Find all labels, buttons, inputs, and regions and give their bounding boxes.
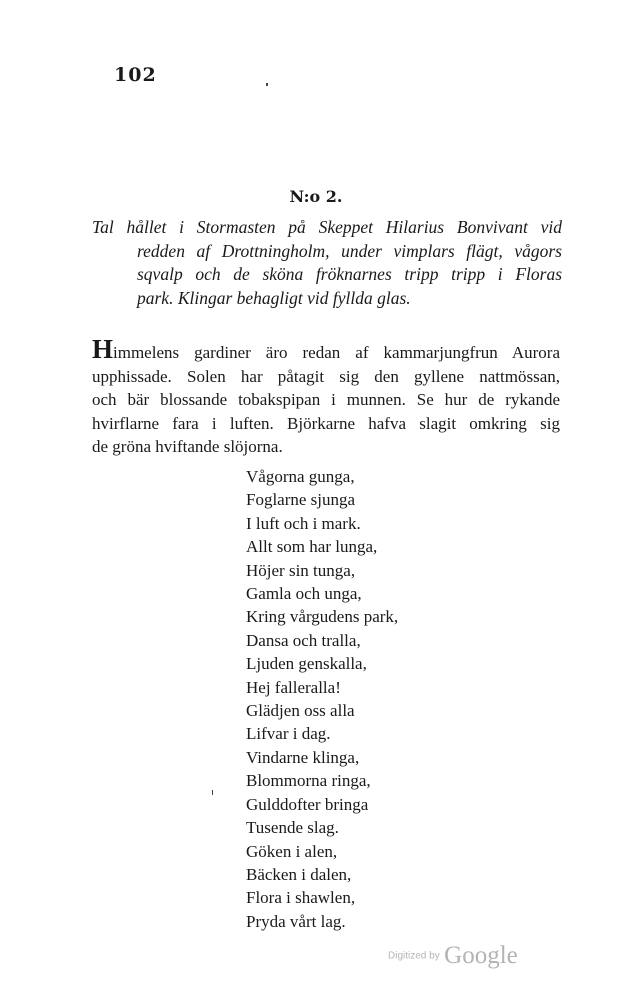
prose-line: och bär blossande tobakspipan i munnen. Se hur de rykande — [92, 390, 560, 410]
poem-verse: Blommorna ringa, — [246, 771, 371, 791]
poem-verse: Gamla och unga, — [246, 584, 362, 604]
poem-verse: Göken i alen, — [246, 841, 338, 861]
google-logo: Google — [444, 942, 518, 969]
heading-line: Tal hållet i Stormasten på Skeppet Hilarius Bonvivant vid — [92, 217, 562, 237]
poem-verse: Dansa och tralla, — [246, 630, 361, 650]
poem-verse: I luft och i mark. — [246, 513, 361, 533]
prose-paragraph — [92, 334, 560, 459]
section-number: N:o 2. — [289, 187, 343, 206]
poem-verse: Pryda vårt lag. — [246, 911, 346, 931]
poem-verse: Kring vårgudens park, — [246, 607, 399, 627]
poem — [246, 465, 398, 933]
poem-verse: Vågorna gunga, — [246, 467, 355, 486]
prose-line — [92, 334, 560, 365]
poem-verse: Lifvar i dag. — [246, 724, 331, 744]
drop-cap: H — [92, 334, 114, 364]
poem-verse: Vindarne klinga, — [246, 747, 360, 767]
heading-line: redden af Drottningholm, under vimplars flägt, vågors — [137, 240, 562, 261]
poem-verse: Flora i shawlen, — [246, 888, 356, 908]
poem-verse: Bäcken i dalen, — [246, 864, 352, 884]
poem-verse: Tusende slag. — [246, 818, 339, 838]
poem-verse: Gulddofter bringa — [246, 794, 369, 814]
prose-line-text: immelens gardiner äro redan af kammarjungfrun Aurora — [113, 343, 560, 362]
section-heading — [92, 216, 562, 310]
heading-line: sqvalp och de sköna fröknarnes tripp tripp i Floras — [137, 264, 562, 285]
poem-verse: Höjer sin tunga, — [246, 560, 356, 580]
speck-mark — [212, 790, 213, 795]
speck-mark — [266, 83, 268, 86]
prose-line: hvirflarne fara i luften. Björkarne hafva slagit omkring sig — [92, 413, 560, 433]
poem-verse: Allt som har lunga, — [246, 537, 378, 557]
digitized-watermark — [388, 942, 518, 970]
heading-line: park. Klingar behagligt vid fyllda glas. — [137, 287, 411, 308]
prose-line: de gröna hviftande slöjorna. — [92, 437, 283, 457]
digitized-by-label: Digitized by — [388, 950, 440, 962]
poem-verse: Glädjen oss alla — [246, 701, 355, 721]
page-number: 102 — [114, 64, 157, 86]
poem-verse: Hej falleralla! — [246, 677, 341, 697]
poem-verse: Foglarne sjunga — [246, 490, 356, 510]
prose-line: upphissade. Solen har påtagit sig den gyllene nattmössan, — [92, 366, 560, 386]
poem-verse: Ljuden genskalla, — [246, 654, 367, 674]
